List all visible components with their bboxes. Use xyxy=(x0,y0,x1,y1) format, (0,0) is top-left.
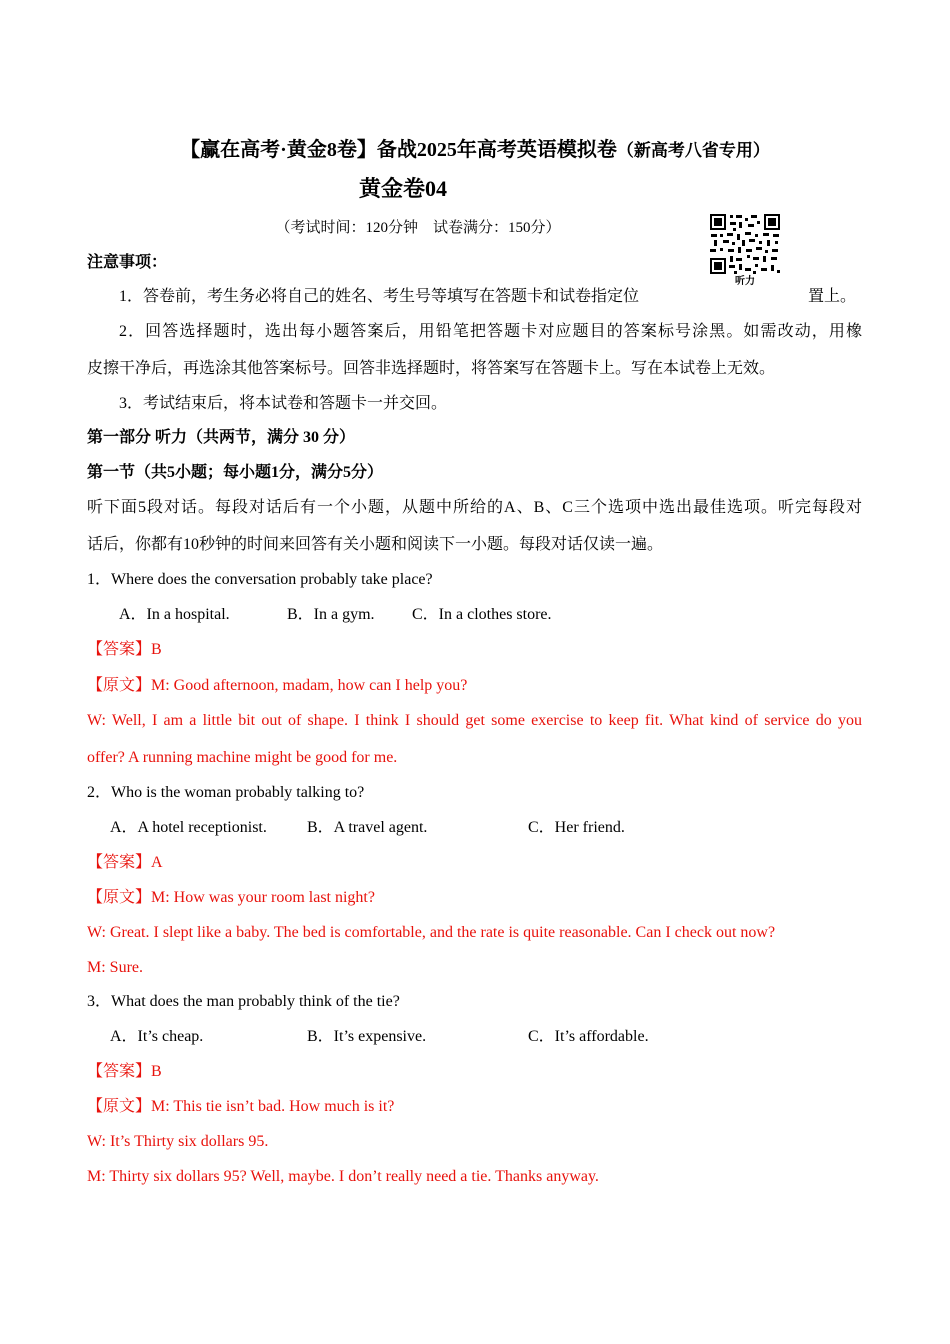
transcript-line: M: Thirty six dollars 95? Well, maybe. I don’t really need a tie. Thanks anyway. xyxy=(87,1168,599,1185)
option-b: B．It’s expensive. xyxy=(307,1028,427,1045)
transcript-line: W: Great. I slept like a baby. The bed is comfortable, and the rate is quite reasonable. Can I check out now? xyxy=(87,924,776,941)
transcript-line: 【原文】M: Good afternoon, madam, how can I help you? xyxy=(87,677,468,694)
paper-title xyxy=(0,136,950,165)
transcript-line: offer? A running machine might be good for me. xyxy=(87,749,398,766)
transcript-line: W: It’s Thirty six dollars 95. xyxy=(87,1133,269,1150)
paper-title-note: （新高考八省专用） xyxy=(616,141,770,160)
option-c: C．In a clothes store. xyxy=(412,606,552,623)
paper-subtitle: 黄金卷04 xyxy=(358,176,447,201)
question-stem: 2．Who is the woman probably talking to? xyxy=(87,784,365,801)
answer-label: 【答案】A xyxy=(87,854,163,871)
option-a: A．In a hospital. xyxy=(119,606,230,623)
section-heading: 第一节（共5小题；每小题1分，满分5分） xyxy=(87,464,384,481)
option-a: A．A hotel receptionist. xyxy=(110,819,267,836)
paper-title-main: 【赢在高考·黄金8卷】备战2025年高考英语模拟卷 xyxy=(180,139,617,161)
question-stem: 3．What does the man probably think of the tie? xyxy=(87,993,400,1010)
option-b: B．A travel agent. xyxy=(307,819,428,836)
option-c: C．It’s affordable. xyxy=(528,1028,649,1045)
transcript-line: M: Sure. xyxy=(87,959,143,976)
note-item-3: 3．考试结束后，将本试卷和答题卡一并交回。 xyxy=(119,395,448,412)
note-item-1-end: 置上。 xyxy=(808,288,857,305)
answer-label: 【答案】B xyxy=(87,1063,162,1080)
notes-heading: 注意事项： xyxy=(87,254,168,271)
exam-info: （考试时间：120分钟 试卷满分：150分） xyxy=(275,220,561,236)
transcript-line: W: Well, I am a little bit out of shape. I think I should get some exercise to keep fit. What kind of service do you xyxy=(87,712,862,729)
note-item-2-cont: 皮擦干净后，再选涂其他答案标号。回答非选择题时，将答案写在答题卡上。写在本试卷上无效。 xyxy=(87,360,776,377)
transcript-line: 【原文】M: How was your room last night? xyxy=(87,889,375,906)
answer-label: 【答案】B xyxy=(87,641,162,658)
option-b: B．In a gym. xyxy=(287,606,375,623)
transcript-line: 【原文】M: This tie isn’t bad. How much is it? xyxy=(87,1098,395,1115)
note-item-2: 2．回答选择题时，选出每小题答案后，用铅笔把答题卡对应题目的答案标号涂黑。如需改动，用橡 xyxy=(119,323,862,340)
section-instructions-cont: 话后，你都有10秒钟的时间来回答有关小题和阅读下一小题。每段对话仅读一遍。 xyxy=(87,536,664,553)
section-instructions: 听下面5段对话。每段对话后有一个小题，从题中所给的A、B、C三个选项中选出最佳选项。听完每段对 xyxy=(87,499,862,516)
qr-code-label: 听力 xyxy=(735,276,755,287)
option-a: A．It’s cheap. xyxy=(110,1028,204,1045)
note-item-1: 1．答卷前，考生务必将自己的姓名、考生号等填写在答题卡和试卷指定位 xyxy=(119,288,640,305)
option-c: C．Her friend. xyxy=(528,819,625,836)
part-heading: 第一部分 听力（共两节，满分 30 分） xyxy=(87,429,356,446)
question-stem: 1．Where does the conversation probably take place? xyxy=(87,571,433,588)
